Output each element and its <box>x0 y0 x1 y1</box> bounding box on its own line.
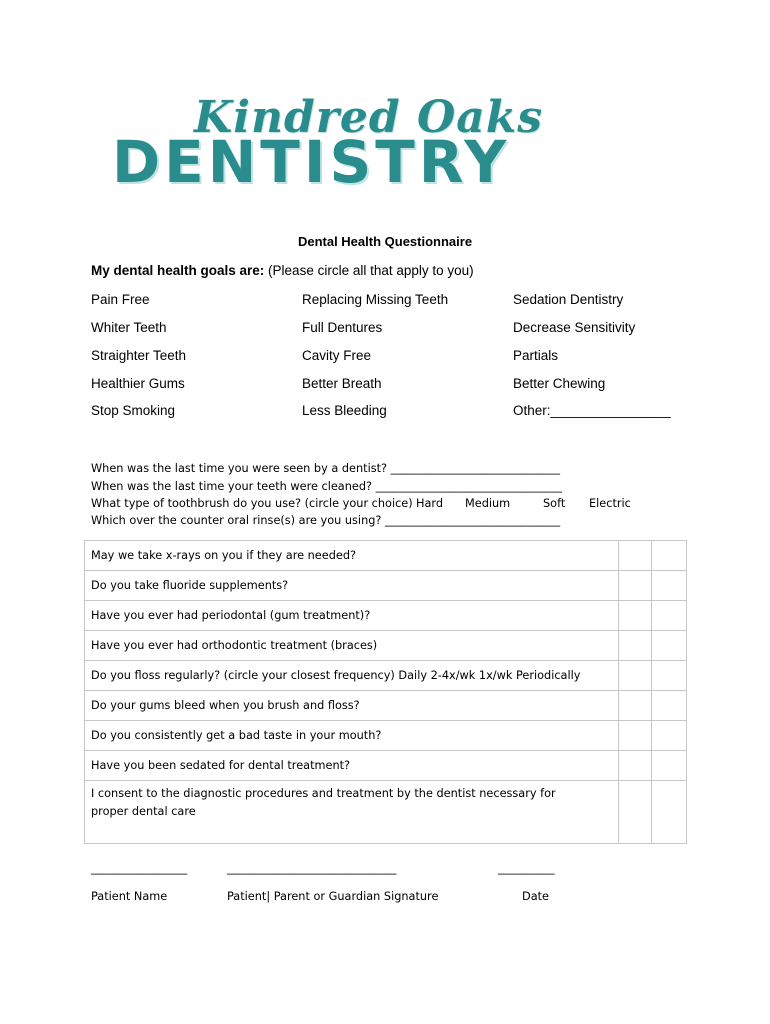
yes-answer-box[interactable] <box>619 721 652 751</box>
goal-option[interactable]: Pain Free <box>91 292 150 307</box>
question-text: Do you consistently get a bad taste in your mouth? <box>85 721 619 751</box>
yes-answer-box[interactable] <box>619 571 652 601</box>
toothbrush-option-medium[interactable]: Medium <box>465 497 511 510</box>
goals-heading <box>91 263 474 278</box>
no-answer-box[interactable] <box>652 691 687 721</box>
oral-rinse-question[interactable]: Which over the counter oral rinse(s) are you using? _______________________________ <box>91 514 561 527</box>
question-text: Have you ever had periodontal (gum treatment)? <box>85 601 619 631</box>
question-text: Have you been sedated for dental treatment? <box>85 751 619 781</box>
goals-instruction: (Please circle all that apply to you) <box>264 263 474 278</box>
no-answer-box[interactable] <box>652 541 687 571</box>
table-row <box>85 691 687 721</box>
table-row <box>85 541 687 571</box>
goal-option[interactable]: Decrease Sensitivity <box>513 320 636 335</box>
no-answer-box[interactable] <box>652 601 687 631</box>
table-row <box>85 721 687 751</box>
no-answer-box[interactable] <box>652 721 687 751</box>
no-answer-box[interactable] <box>652 751 687 781</box>
goal-option[interactable]: Whiter Teeth <box>91 320 167 335</box>
goal-option[interactable]: Sedation Dentistry <box>513 292 624 307</box>
table-row <box>85 571 687 601</box>
goal-option[interactable]: Stop Smoking <box>91 403 176 418</box>
patient-name-line[interactable]: _________________ <box>91 862 188 875</box>
toothbrush-option-hard[interactable]: Hard <box>416 497 444 510</box>
goal-option[interactable]: Better Breath <box>302 376 382 391</box>
no-answer-box[interactable] <box>652 571 687 601</box>
date-label: Date <box>522 890 550 903</box>
last-cleaning-question[interactable]: When was the last time your teeth were cleaned? _________________________________ <box>91 480 562 493</box>
no-answer-box[interactable] <box>652 631 687 661</box>
yes-answer-box[interactable] <box>619 541 652 571</box>
question-text[interactable]: Do you floss regularly? (circle your closest frequency) Daily 2-4x/wk 1x/wk Periodically <box>85 661 619 691</box>
goals-label: My dental health goals are: <box>91 263 265 278</box>
last-dentist-visit-question[interactable]: When was the last time you were seen by a dentist? ______________________________ <box>91 462 561 475</box>
table-row <box>85 781 687 844</box>
goal-option[interactable]: Healthier Gums <box>91 376 185 391</box>
yes-answer-box[interactable] <box>619 751 652 781</box>
health-history-table <box>84 540 687 844</box>
question-text: Do you take fluoride supplements? <box>85 571 619 601</box>
table-row <box>85 661 687 691</box>
practice-logo <box>112 92 657 196</box>
goal-option[interactable]: Partials <box>513 348 559 363</box>
logo-script-text: Kindred Oaks <box>194 92 544 143</box>
page-title: Dental Health Questionnaire <box>297 234 473 249</box>
toothbrush-option-electric[interactable]: Electric <box>589 497 631 510</box>
patient-name-label: Patient Name <box>91 890 168 903</box>
date-line[interactable]: __________ <box>498 862 555 875</box>
goal-option[interactable]: Full Dentures <box>302 320 383 335</box>
signature-label: Patient| Parent or Guardian Signature <box>227 890 439 903</box>
toothbrush-option-soft[interactable]: Soft <box>543 497 566 510</box>
yes-answer-box[interactable] <box>619 601 652 631</box>
goal-option[interactable]: Less Bleeding <box>302 403 387 418</box>
question-text: Have you ever had orthodontic treatment (braces) <box>85 631 619 661</box>
table-row <box>85 631 687 661</box>
yes-answer-box[interactable] <box>619 691 652 721</box>
table-row <box>85 601 687 631</box>
goal-option[interactable]: Better Chewing <box>513 376 606 391</box>
consent-text: I consent to the diagnostic procedures and treatment by the dentist necessary for proper dental care <box>85 781 619 844</box>
logo-block-text: DENTISTRY <box>112 128 511 196</box>
goal-option[interactable]: Cavity Free <box>302 348 372 363</box>
question-text: May we take x-rays on you if they are needed? <box>85 541 619 571</box>
goal-option[interactable]: Other:________________ <box>513 403 671 418</box>
goal-option[interactable]: Replacing Missing Teeth <box>302 292 449 307</box>
yes-answer-box[interactable] <box>619 781 652 844</box>
yes-answer-box[interactable] <box>619 661 652 691</box>
yes-answer-box[interactable] <box>619 631 652 661</box>
no-answer-box[interactable] <box>652 781 687 844</box>
goal-option[interactable]: Straighter Teeth <box>91 348 187 363</box>
signature-line[interactable]: ______________________________ <box>227 862 397 875</box>
table-row <box>85 751 687 781</box>
no-answer-box[interactable] <box>652 661 687 691</box>
question-text: Do your gums bleed when you brush and floss? <box>85 691 619 721</box>
toothbrush-question: What type of toothbrush do you use? (circle your choice) <box>91 497 413 510</box>
